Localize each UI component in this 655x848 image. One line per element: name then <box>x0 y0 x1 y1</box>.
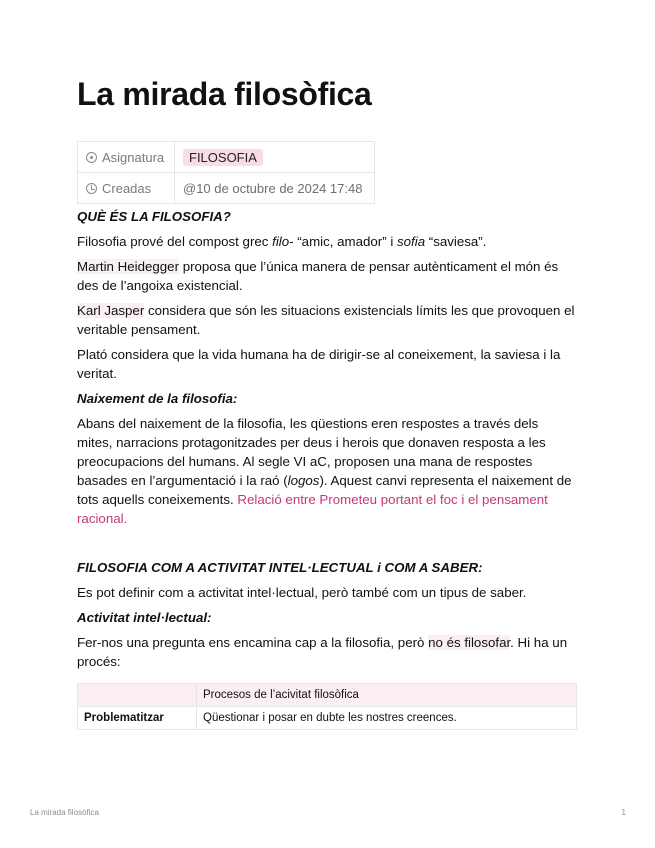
paragraph-activity: Es pot definir com a activitat intel·lectual, però també com un tipus de saber. <box>77 585 527 600</box>
text-run: - “amic, amador” i <box>289 234 397 249</box>
created-label: Creadas <box>102 180 152 196</box>
paragraph-question <box>77 633 577 671</box>
property-row-created <box>78 173 375 204</box>
text-run: considera que són les situacions existencials límits les que provoquen el veritable pensament. <box>77 303 575 337</box>
table-row <box>78 707 577 730</box>
tag-icon <box>86 152 97 163</box>
paragraph-birth <box>77 414 577 528</box>
highlight-no-es-filosofar: no és filosofar <box>428 635 511 650</box>
paragraph-heidegger <box>77 257 577 295</box>
table-cell: Qüestionar i posar en dubte les nostres creences. <box>197 707 577 730</box>
paragraph-etymology <box>77 232 577 251</box>
prometheus-link[interactable]: Relació entre Prometeu portant el foc i el pensament racional. <box>77 492 548 526</box>
process-table <box>77 683 577 730</box>
highlight-jasper: Karl Jasper <box>77 303 145 318</box>
text-run: “saviesa”. <box>425 234 487 249</box>
paragraph-jasper <box>77 301 577 339</box>
text-run: Fer-nos una pregunta ens encamina cap a la filosofia, però <box>77 635 429 650</box>
properties-table <box>77 141 375 204</box>
text-run: Filosofia prové del compost grec <box>77 234 273 249</box>
table-header-cell <box>78 684 197 707</box>
created-value: @10 de octubre de 2024 17:48 <box>183 180 363 196</box>
heading-what-is-philosophy: QUÈ ÉS LA FILOSOFIA? <box>77 209 231 224</box>
property-label-cell <box>78 173 175 204</box>
table-header-row <box>78 684 577 707</box>
page-number: 1 <box>621 808 626 817</box>
property-row-subject <box>78 142 375 173</box>
term-filo: filo <box>272 234 290 249</box>
heading-intellectual-activity: FILOSOFIA COM A ACTIVITAT INTEL·LECTUAL i COM A SABER: <box>77 560 483 575</box>
property-value-cell <box>175 173 375 204</box>
heading-activitat-intellectual: Activitat intel·lectual: <box>77 610 212 625</box>
text-run: . Hi ha un procés: <box>77 635 568 669</box>
page-content <box>77 207 577 730</box>
highlight-heidegger: Martin Heidegger <box>77 259 179 274</box>
text-run: Abans del naixement de la filosofia, les qüestions eren respostes a través dels mites, narracions protagonitzades per deus i herois que donaven resposta a les preocupacions del humans. Al segle VI aC, proposen una mana de respostes basades en l’argumentació i la raó ( <box>77 416 546 488</box>
text-run: ). Aquest canvi representa el naixement de tots aquells coneixements. <box>77 473 572 507</box>
subject-badge[interactable]: FILOSOFIA <box>183 149 263 166</box>
text-run: proposa que l’única manera de pensar autènticament el món és des de l’angoixa existencial. <box>77 259 559 293</box>
property-label-cell <box>78 142 175 173</box>
paragraph-plato: Plató considera que la vida humana ha de dirigir-se al coneixement, la saviesa i la veritat. <box>77 347 561 381</box>
term-logos: logos <box>287 473 320 488</box>
subject-label: Asignatura <box>102 149 165 165</box>
table-cell: Problematitzar <box>78 707 197 730</box>
clock-icon <box>86 183 97 194</box>
blank-line <box>77 534 577 558</box>
heading-birth-of-philosophy: Naixement de la filosofia: <box>77 391 238 406</box>
table-header-cell: Procesos de l’acivitat filosòfica <box>197 684 577 707</box>
page-title: La mirada filosòfica <box>77 76 372 112</box>
footer-title: La mirada filosòfica <box>30 808 99 817</box>
term-sofia: sofia <box>397 234 426 249</box>
property-value-cell[interactable] <box>175 142 375 173</box>
